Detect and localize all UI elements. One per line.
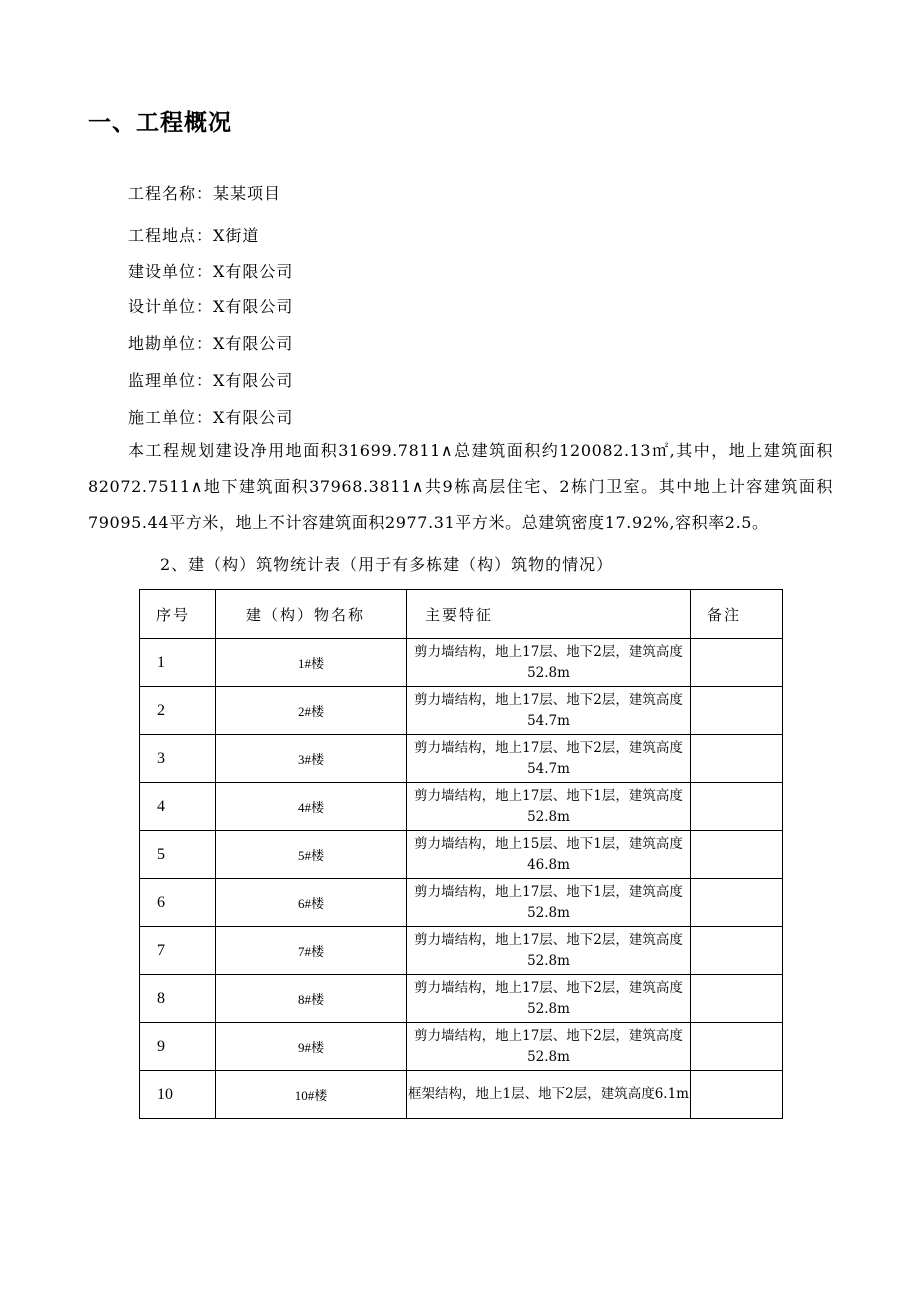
table-row: [140, 783, 783, 831]
info-value: X有限公司: [213, 371, 294, 390]
building-stats-table: [139, 589, 783, 1119]
table-header-row: [140, 590, 783, 639]
row-name: 4#楼: [216, 783, 407, 831]
table-row: [140, 1023, 783, 1071]
header-note: 备注: [691, 590, 783, 639]
row-number: 8: [140, 975, 216, 1023]
table-row: [140, 879, 783, 927]
row-note: [691, 1023, 783, 1071]
row-note: [691, 927, 783, 975]
row-feature: 剪力墙结构，地上17层、地下2层，建筑高度52.8m: [407, 975, 691, 1023]
row-feature: 剪力墙结构，地上17层、地下2层，建筑高度52.8m: [407, 639, 691, 687]
row-note: [691, 1071, 783, 1119]
info-line-designer: [128, 294, 293, 317]
table-row: [140, 975, 783, 1023]
row-feature: 剪力墙结构，地上17层、地下1层，建筑高度52.8m: [407, 783, 691, 831]
table-row: [140, 735, 783, 783]
row-note: [691, 735, 783, 783]
row-name: 10#楼: [216, 1071, 407, 1119]
row-feature: 剪力墙结构，地上15层、地下1层，建筑高度46.8m: [407, 831, 691, 879]
row-feature: 剪力墙结构，地上17层、地下2层，建筑高度52.8m: [407, 927, 691, 975]
row-number: 10: [140, 1071, 216, 1119]
info-value: X街道: [213, 226, 260, 245]
row-feature: 剪力墙结构，地上17层、地下2层，建筑高度54.7m: [407, 687, 691, 735]
info-line-location: [128, 223, 259, 246]
row-note: [691, 975, 783, 1023]
row-feature: 剪力墙结构，地上17层、地下2层，建筑高度54.7m: [407, 735, 691, 783]
info-value: X有限公司: [213, 262, 294, 281]
row-feature: 剪力墙结构，地上17层、地下1层，建筑高度52.8m: [407, 879, 691, 927]
row-number: 7: [140, 927, 216, 975]
row-number: 4: [140, 783, 216, 831]
row-note: [691, 687, 783, 735]
row-number: 9: [140, 1023, 216, 1071]
row-number: 3: [140, 735, 216, 783]
info-label: 监理单位：: [128, 371, 214, 390]
overview-paragraph: [88, 433, 833, 541]
info-line-contractor: [128, 405, 293, 428]
row-name: 1#楼: [216, 639, 407, 687]
info-line-survey: [128, 331, 293, 354]
info-label: 工程地点：: [128, 226, 214, 245]
info-value: X有限公司: [213, 334, 294, 353]
row-number: 2: [140, 687, 216, 735]
row-note: [691, 879, 783, 927]
overview-text: 本工程规划建设净用地面积31699.7811∧总建筑面积约120082.13㎡,其中，地上建筑面积82072.7511∧地下建筑面积37968.3811∧共9栋高层住宅、2栋门卫室。其中地上计容建筑面积79095.44平方米，地上不计容建筑面积2977.31平方米。总建筑密度17.92%,容积率2.5。: [88, 441, 833, 532]
header-name: 建（构）物名称: [216, 590, 407, 639]
table-row: [140, 1071, 783, 1119]
row-name: 6#楼: [216, 879, 407, 927]
row-note: [691, 831, 783, 879]
row-note: [691, 783, 783, 831]
row-number: 5: [140, 831, 216, 879]
row-name: 7#楼: [216, 927, 407, 975]
table-row: [140, 831, 783, 879]
table-row: [140, 639, 783, 687]
row-name: 8#楼: [216, 975, 407, 1023]
row-name: 5#楼: [216, 831, 407, 879]
row-note: [691, 639, 783, 687]
info-line-supervisor: [128, 368, 293, 391]
info-label: 地勘单位：: [128, 334, 214, 353]
row-feature: 剪力墙结构，地上17层、地下2层，建筑高度52.8m: [407, 1023, 691, 1071]
table-row: [140, 687, 783, 735]
table-row: [140, 927, 783, 975]
row-name: 9#楼: [216, 1023, 407, 1071]
info-value: X有限公司: [213, 408, 294, 427]
header-feature: 主要特征: [407, 590, 691, 639]
row-number: 6: [140, 879, 216, 927]
info-label: 设计单位：: [128, 297, 214, 316]
info-line-owner: [128, 259, 293, 282]
row-name: 3#楼: [216, 735, 407, 783]
info-value: 某某项目: [213, 184, 282, 203]
section-heading: 一、工程概况: [88, 110, 232, 136]
info-label: 建设单位：: [128, 262, 214, 281]
info-line-project-name: [128, 181, 281, 204]
info-label: 工程名称：: [128, 184, 214, 203]
info-value: X有限公司: [213, 297, 294, 316]
row-feature: 框架结构，地上1层、地下2层，建筑高度6.1m: [407, 1071, 691, 1119]
row-number: 1: [140, 639, 216, 687]
info-label: 施工单位：: [128, 408, 214, 427]
header-no: 序号: [140, 590, 216, 639]
table-caption: 2、建（构）筑物统计表（用于有多栋建（构）筑物的情况）: [160, 555, 614, 574]
row-name: 2#楼: [216, 687, 407, 735]
